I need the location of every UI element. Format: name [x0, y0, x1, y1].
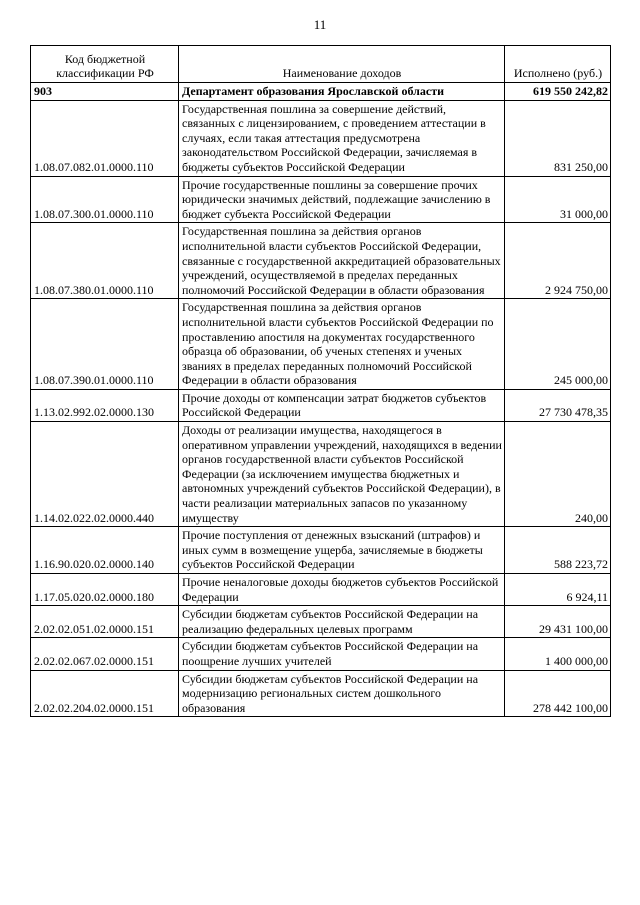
header-name: Наименование доходов [179, 46, 505, 83]
row-amount: 588 223,72 [505, 527, 611, 574]
table-row [31, 299, 611, 390]
row-name: Прочие неналоговые доходы бюджетов субъектов Российской Федерации [179, 574, 505, 606]
table-row [31, 606, 611, 638]
row-code: 2.02.02.067.02.0000.151 [31, 638, 179, 670]
row-code: 1.13.02.992.02.0000.130 [31, 389, 179, 421]
row-amount: 29 431 100,00 [505, 606, 611, 638]
department-row [31, 83, 611, 101]
row-amount: 245 000,00 [505, 299, 611, 390]
table-row [31, 389, 611, 421]
table-row [31, 422, 611, 527]
row-code: 1.16.90.020.02.0000.140 [31, 527, 179, 574]
header-amount: Исполнено (руб.) [505, 46, 611, 83]
row-name: Прочие доходы от компенсации затрат бюджетов субъектов Российской Федерации [179, 389, 505, 421]
row-code: 1.14.02.022.02.0000.440 [31, 422, 179, 527]
row-amount: 6 924,11 [505, 574, 611, 606]
row-name: Государственная пошлина за действия органов исполнительной власти субъектов Российской Федерации по проставлению апостиля на документах государственного образца об образовании, об ученых степенях и ученых званиях в пределах переданных полномочий Российской Федерации в области образования [179, 299, 505, 390]
row-amount: 27 730 478,35 [505, 389, 611, 421]
row-amount: 240,00 [505, 422, 611, 527]
row-code: 1.08.07.390.01.0000.110 [31, 299, 179, 390]
row-code: 1.08.07.380.01.0000.110 [31, 223, 179, 299]
row-name: Субсидии бюджетам субъектов Российской Федерации на модернизацию региональных систем дошкольного образования [179, 670, 505, 717]
row-name: Прочие государственные пошлины за совершение прочих юридически значимых действий, подлежащие зачислению в бюджет субъекта Российской Федерации [179, 176, 505, 223]
row-name: Прочие поступления от денежных взысканий (штрафов) и иных сумм в возмещение ущерба, зачисляемые в бюджеты субъектов Российской Федерации [179, 527, 505, 574]
page-number: 11 [313, 17, 327, 32]
table-row [31, 574, 611, 606]
row-amount: 31 000,00 [505, 176, 611, 223]
row-code: 1.17.05.020.02.0000.180 [31, 574, 179, 606]
department-name: Департамент образования Ярославской области [179, 83, 505, 101]
row-name: Субсидии бюджетам субъектов Российской Федерации на поощрение лучших учителей [179, 638, 505, 670]
table-row [31, 176, 611, 223]
department-amount: 619 550 242,82 [505, 83, 611, 101]
revenue-table [30, 45, 611, 717]
row-code: 2.02.02.204.02.0000.151 [31, 670, 179, 717]
row-amount: 831 250,00 [505, 100, 611, 176]
row-code: 2.02.02.051.02.0000.151 [31, 606, 179, 638]
table-row [31, 100, 611, 176]
department-code: 903 [31, 83, 179, 101]
row-code: 1.08.07.082.01.0000.110 [31, 100, 179, 176]
table-row [31, 527, 611, 574]
header-code: Код бюджетной классификации РФ [31, 46, 179, 83]
row-amount: 1 400 000,00 [505, 638, 611, 670]
row-code: 1.08.07.300.01.0000.110 [31, 176, 179, 223]
row-name: Государственная пошлина за совершение действий, связанных с лицензированием, с проведением аттестации в случаях, если такая аттестация предусмотрена законодательством Российской Федерации, зачисляемая в бюджеты субъектов Российской Федерации [179, 100, 505, 176]
row-amount: 2 924 750,00 [505, 223, 611, 299]
row-name: Государственная пошлина за действия органов исполнительной власти субъектов Российской Федерации, связанные с государственной аккредитацией образовательных учреждений, осуществляемой в пределах переданных полномочий Российской Федерации в области образования [179, 223, 505, 299]
table-header-row [31, 46, 611, 83]
row-name: Доходы от реализации имущества, находящегося в оперативном управлении учреждений, находящихся в ведении органов государственной власти субъектов Российской Федерации (за исключением имущества бюджетных и автономных учреждений субъектов Российской Федерации), в части реализации материальных запасов по указанному имуществу [179, 422, 505, 527]
table-row [31, 223, 611, 299]
row-amount: 278 442 100,00 [505, 670, 611, 717]
table-row [31, 638, 611, 670]
row-name: Субсидии бюджетам субъектов Российской Федерации на реализацию федеральных целевых программ [179, 606, 505, 638]
table-row [31, 670, 611, 717]
